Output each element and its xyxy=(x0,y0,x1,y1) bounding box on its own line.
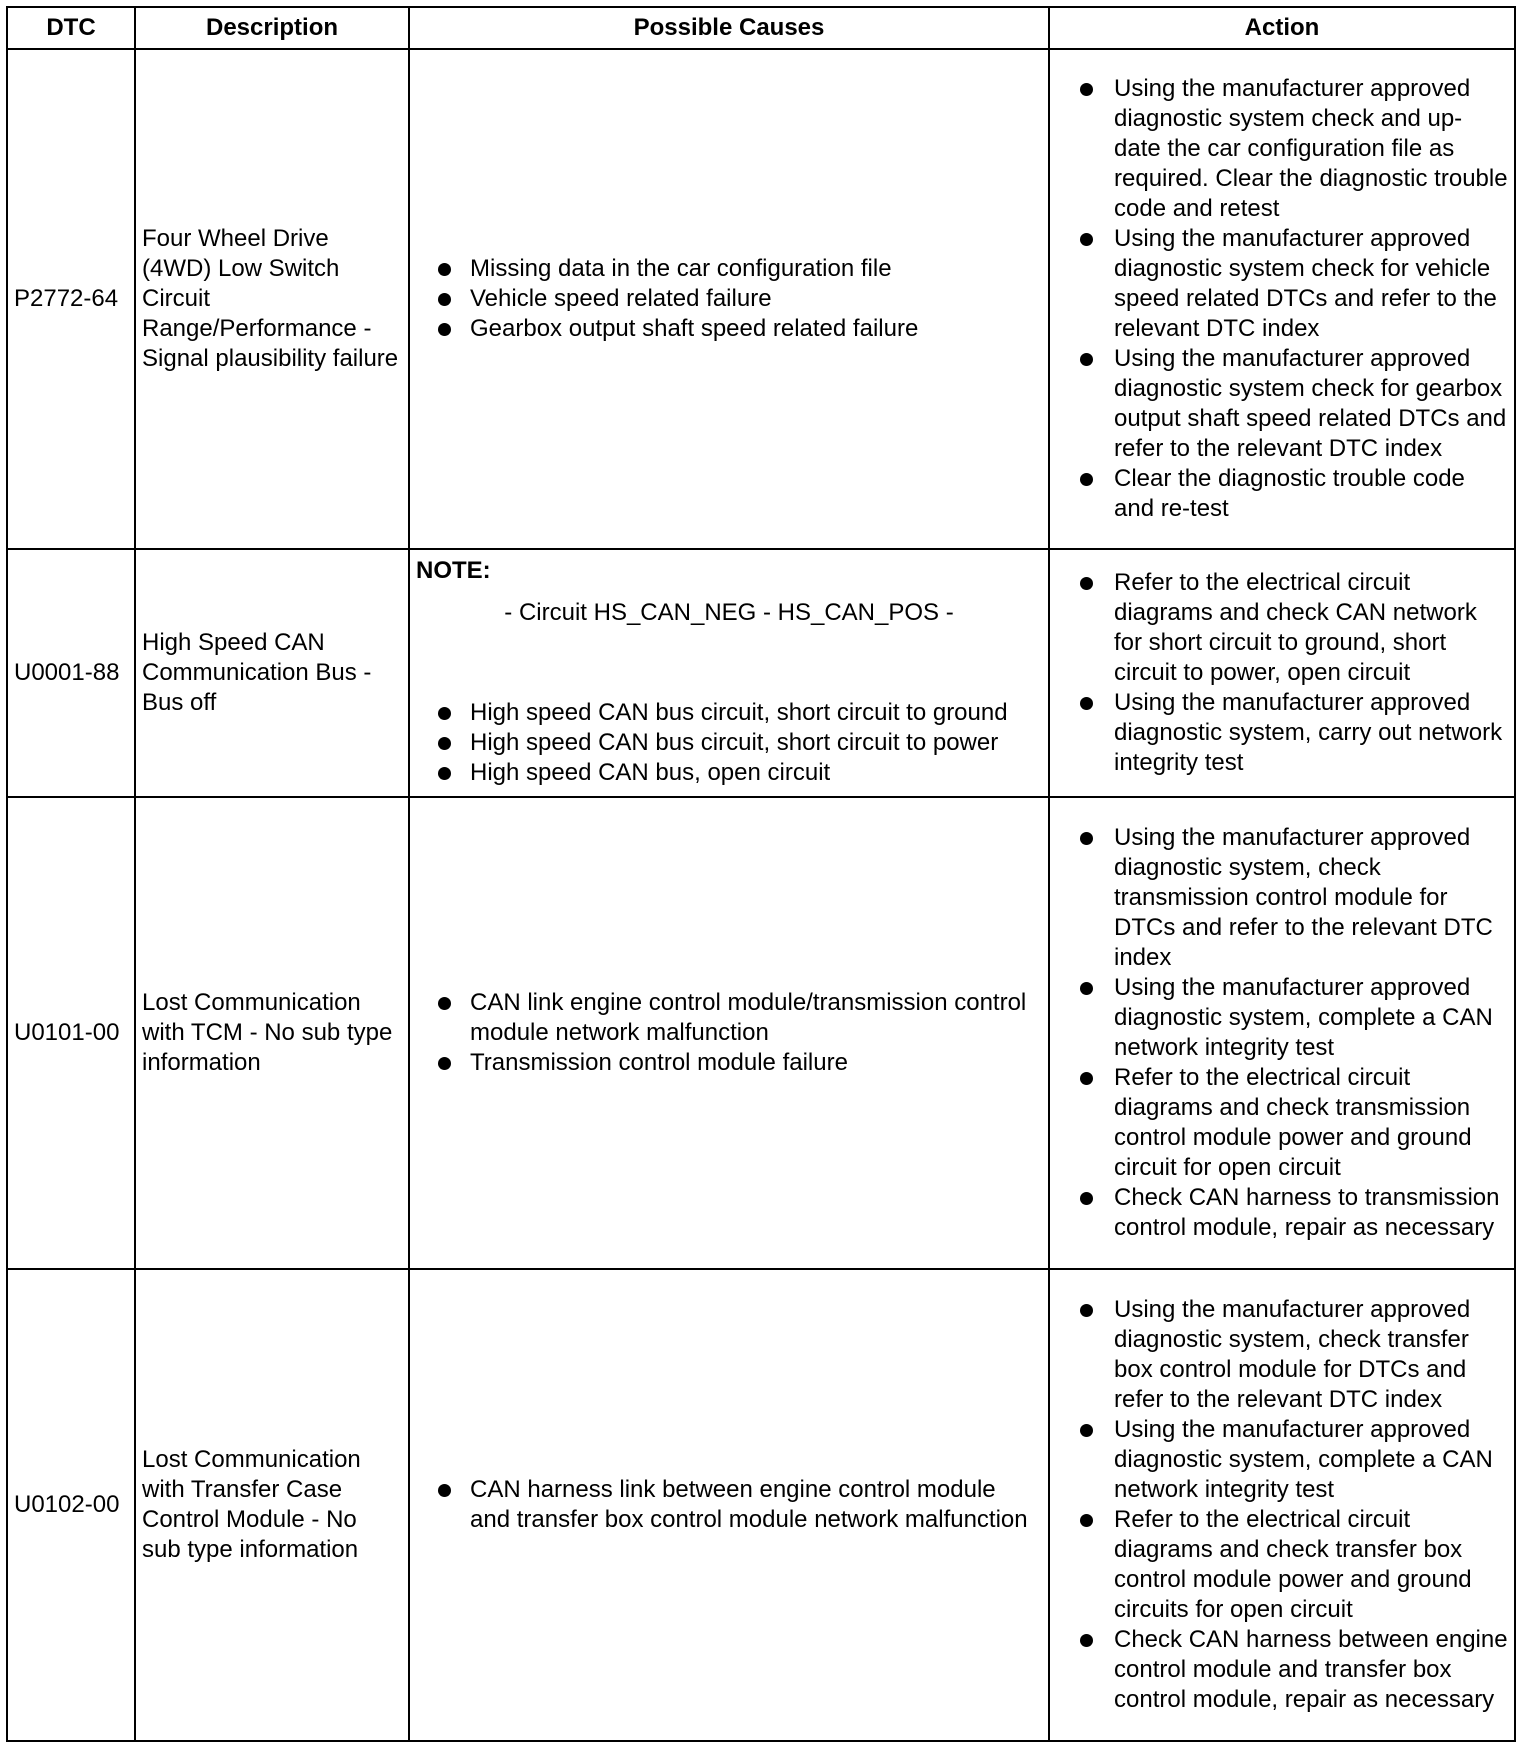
note-block xyxy=(416,550,1042,788)
causes-list xyxy=(416,1475,1042,1535)
actions-list xyxy=(1056,823,1508,1243)
causes-list xyxy=(416,988,1042,1078)
list-item: Refer to the electrical circuit diagrams and check CAN network for short circuit to ground, short circuit to power, open circuit xyxy=(1056,568,1508,688)
action-cell xyxy=(1049,797,1515,1269)
list-item: Using the manufacturer approved diagnostic system, complete a CAN network integrity test xyxy=(1056,973,1508,1063)
table-row xyxy=(7,49,1515,549)
action-cell xyxy=(1049,1269,1515,1741)
note-circuit: - Circuit HS_CAN_NEG - HS_CAN_POS - xyxy=(504,599,954,626)
header-description: Description xyxy=(135,7,409,49)
list-item: High speed CAN bus circuit, short circuit to power xyxy=(416,728,1042,758)
table-row xyxy=(7,797,1515,1269)
bullet-icon xyxy=(1080,1304,1093,1317)
note-label: NOTE: xyxy=(416,557,491,584)
bullet-icon xyxy=(438,263,451,276)
bullet-icon xyxy=(1080,1424,1093,1437)
bullet-icon xyxy=(438,737,451,750)
header-row xyxy=(7,7,1515,49)
header-possible-causes: Possible Causes xyxy=(409,7,1049,49)
causes-list xyxy=(416,254,1042,344)
causes-list xyxy=(416,698,1042,788)
list-item: High speed CAN bus circuit, short circuit to ground xyxy=(416,698,1042,728)
table-row xyxy=(7,1269,1515,1741)
possible-causes-cell xyxy=(409,549,1049,797)
bullet-icon xyxy=(1080,1072,1093,1085)
list-item: CAN link engine control module/transmission control module network malfunction xyxy=(416,988,1042,1048)
header-dtc: DTC xyxy=(7,7,135,49)
list-item: Check CAN harness to transmission control module, repair as necessary xyxy=(1056,1183,1508,1243)
bullet-icon xyxy=(1080,233,1093,246)
dtc-description: High Speed CAN Communication Bus - Bus off xyxy=(135,549,409,797)
dtc-code: U0102-00 xyxy=(7,1269,135,1741)
bullet-icon xyxy=(1080,1514,1093,1527)
possible-causes-cell xyxy=(409,797,1049,1269)
list-item: Missing data in the car configuration file xyxy=(416,254,1042,284)
list-item: CAN harness link between engine control module and transfer box control module network malfunction xyxy=(416,1475,1042,1535)
bullet-icon xyxy=(1080,353,1093,366)
bullet-icon xyxy=(1080,832,1093,845)
header-action: Action xyxy=(1049,7,1515,49)
list-item: Using the manufacturer approved diagnostic system, check transfer box control module for DTCs and refer to the relevant DTC index xyxy=(1056,1295,1508,1415)
bullet-icon xyxy=(438,1057,451,1070)
list-item: Check CAN harness between engine control module and transfer box control module, repair as necessary xyxy=(1056,1625,1508,1715)
actions-list xyxy=(1056,74,1508,524)
bullet-icon xyxy=(438,1484,451,1497)
list-item: Transmission control module failure xyxy=(416,1048,1042,1078)
dtc-code: U0001-88 xyxy=(7,549,135,797)
bullet-icon xyxy=(1080,1192,1093,1205)
list-item: Gearbox output shaft speed related failure xyxy=(416,314,1042,344)
bullet-icon xyxy=(1080,83,1093,96)
bullet-icon xyxy=(1080,697,1093,710)
actions-list xyxy=(1056,568,1508,778)
bullet-icon xyxy=(438,293,451,306)
action-cell xyxy=(1049,49,1515,549)
list-item: Refer to the electrical circuit diagrams and check transfer box control module power and ground circuits for open circuit xyxy=(1056,1505,1508,1625)
bullet-icon xyxy=(438,707,451,720)
possible-causes-cell xyxy=(409,1269,1049,1741)
list-item: Using the manufacturer approved diagnostic system, check transmission control module for DTCs and refer to the relevant DTC index xyxy=(1056,823,1508,973)
list-item: Clear the diagnostic trouble code and re-test xyxy=(1056,464,1508,524)
list-item: Using the manufacturer approved diagnostic system check for vehicle speed related DTCs and refer to the relevant DTC index xyxy=(1056,224,1508,344)
dtc-description: Lost Communication with TCM - No sub type information xyxy=(135,797,409,1269)
list-item: Using the manufacturer approved diagnostic system check and up-date the car configuration file as required. Clear the diagnostic trouble code and retest xyxy=(1056,74,1508,224)
dtc-code: P2772-64 xyxy=(7,49,135,549)
action-cell xyxy=(1049,549,1515,797)
list-item: Using the manufacturer approved diagnostic system, carry out network integrity test xyxy=(1056,688,1508,778)
bullet-icon xyxy=(1080,473,1093,486)
dtc-code: U0101-00 xyxy=(7,797,135,1269)
list-item: Refer to the electrical circuit diagrams and check transmission control module power and ground circuit for open circuit xyxy=(1056,1063,1508,1183)
list-item: Using the manufacturer approved diagnostic system, complete a CAN network integrity test xyxy=(1056,1415,1508,1505)
dtc-description: Four Wheel Drive (4WD) Low Switch Circuit Range/Performance - Signal plausibility failure xyxy=(135,49,409,549)
list-item: High speed CAN bus, open circuit xyxy=(416,758,1042,788)
actions-list xyxy=(1056,1295,1508,1715)
bullet-icon xyxy=(1080,1634,1093,1647)
bullet-icon xyxy=(1080,982,1093,995)
bullet-icon xyxy=(438,323,451,336)
bullet-icon xyxy=(1080,577,1093,590)
bullet-icon xyxy=(438,767,451,780)
possible-causes-cell xyxy=(409,49,1049,549)
dtc-table xyxy=(6,6,1516,1742)
bullet-icon xyxy=(438,997,451,1010)
list-item: Using the manufacturer approved diagnostic system check for gearbox output shaft speed related DTCs and refer to the relevant DTC index xyxy=(1056,344,1508,464)
dtc-description: Lost Communication with Transfer Case Control Module - No sub type information xyxy=(135,1269,409,1741)
list-item: Vehicle speed related failure xyxy=(416,284,1042,314)
table-row xyxy=(7,549,1515,797)
